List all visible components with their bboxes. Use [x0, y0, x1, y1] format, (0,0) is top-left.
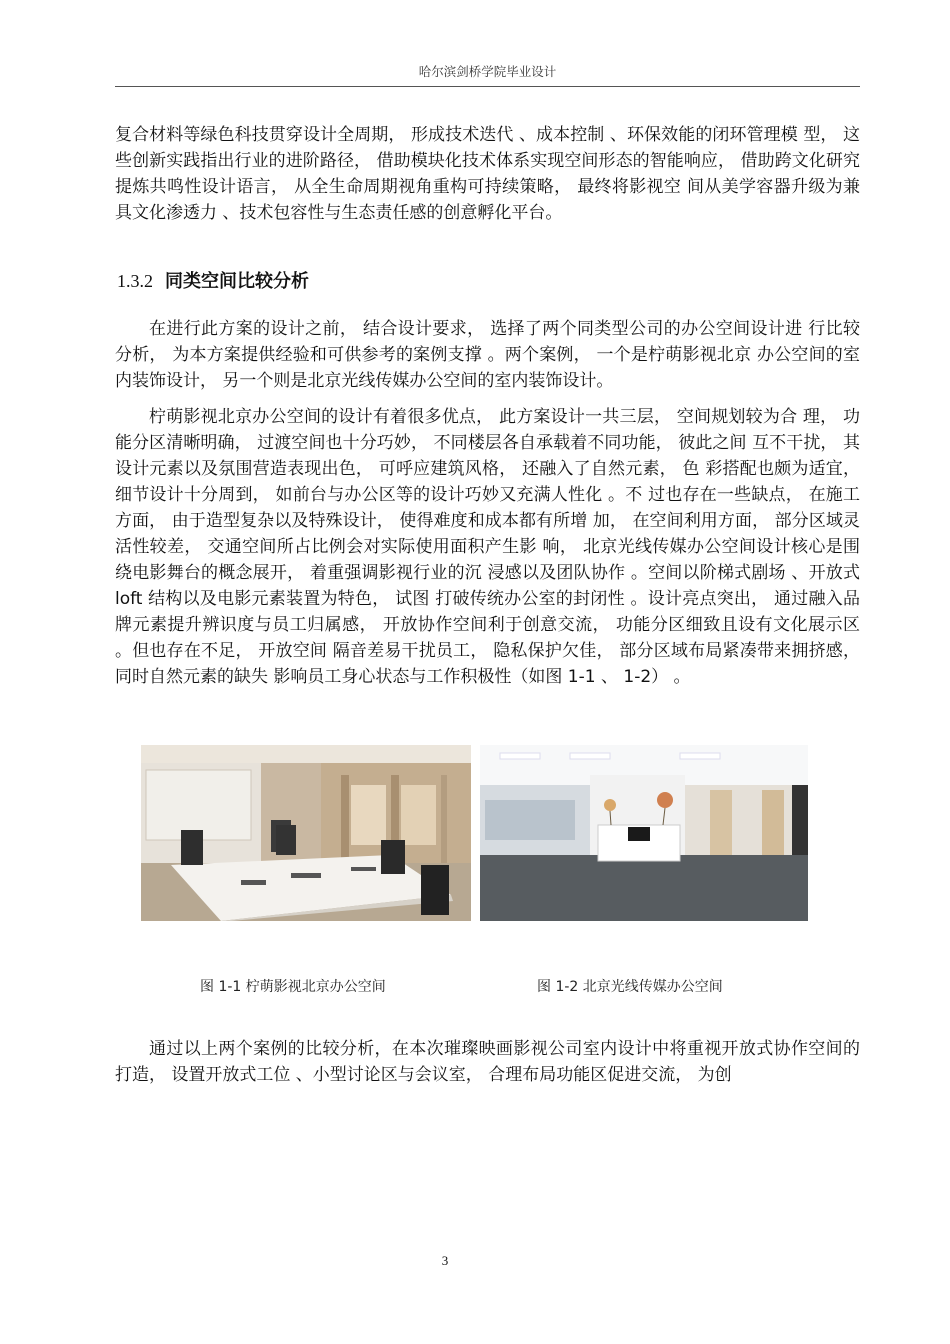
- figure-1-1-photo: [141, 745, 471, 921]
- paragraph-case-analysis: 柠萌影视北京办公空间的设计有着很多优点， 此方案设计一共三层， 空间规划较为合 理， 功能分区清晰明确， 过渡空间也十分巧妙， 不同楼层各自承载着不同功能， 彼此之间 互不干扰， 其设计元素以及氛围营造表现出色， 可呼应建筑风格， 还融入了自然元素， 色 彩搭配也颇为适宜， 细节设计十分周到， 如前台与办公区等的设计巧妙又充满人性化 。不 过也存在一些缺点， 在施工方面， 由于造型复杂以及特殊设计， 使得难度和成本都有所增 加， 在空间利用方面， 部分区域灵活性较差， 交通空间所占比例会对实际使用面积产生影 响， 北京光线传媒办公空间设计核心是围绕电影舞台的概念展开， 着重强调影视行业的沉 浸感以及团队协作 。空间以阶梯式剧场 、开放式 loft 结构以及电影元素装置为特色， 试图 打破传统办公室的封闭性 。设计亮点突出， 通过融入品牌元素提升辨识度与员工归属感， 开放协作空间利于创意交流， 功能分区细致且设有文化展示区 。但也存在不足， 开放空间 隔音差易干扰员工， 隐私保护欠佳， 部分区域布局紧凑带来拥挤感， 同时自然元素的缺失 影响员工身心状态与工作积极性（如图 1-1 、 1-2） 。: [115, 407, 860, 687]
- section-heading: [117, 267, 309, 293]
- header-rule: [115, 86, 860, 87]
- figure-1-2-photo: [480, 745, 808, 921]
- paragraph-case-intro: 在进行此方案的设计之前， 结合设计要求， 选择了两个同类型公司的办公空间设计进 行比较分析， 为本方案提供经验和可供参考的案例支撑 。两个案例， 一个是柠萌影视北京 办公空间的室内装饰设计， 另一个则是北京光线传媒办公空间的室内装饰设计。: [115, 319, 860, 391]
- figure-1-1-caption: 图 1-1 柠萌影视北京办公空间: [200, 979, 386, 995]
- running-header: 哈尔滨剑桥学院毕业设计: [418, 64, 557, 79]
- paragraph-intro: 复合材料等绿色科技贯穿设计全周期， 形成技术迭代 、成本控制 、环保效能的闭环管理模 型， 这些创新实践指出行业的进阶路径， 借助模块化技术体系实现空间形态的智能响应， 借助跨文化研究提炼共鸣性设计语言， 从全生命周期视角重构可持续策略， 最终将影视空 间从美学容器升级为兼具文化渗透力 、技术包容性与生态责任感的创意孵化平台。: [115, 125, 860, 223]
- paragraph-conclusion: 通过以上两个案例的比较分析，在本次璀璨映画影视公司室内设计中将重视开放式协作空间的打造， 设置开放式工位 、小型讨论区与会议室， 合理布局功能区促进交流， 为创: [115, 1039, 860, 1085]
- section-number: 1.3.2: [117, 271, 153, 291]
- page-number: 3: [441, 1253, 449, 1268]
- section-title: 同类空间比较分析: [165, 271, 309, 292]
- figure-1-2-caption: 图 1-2 北京光线传媒办公空间: [537, 979, 723, 995]
